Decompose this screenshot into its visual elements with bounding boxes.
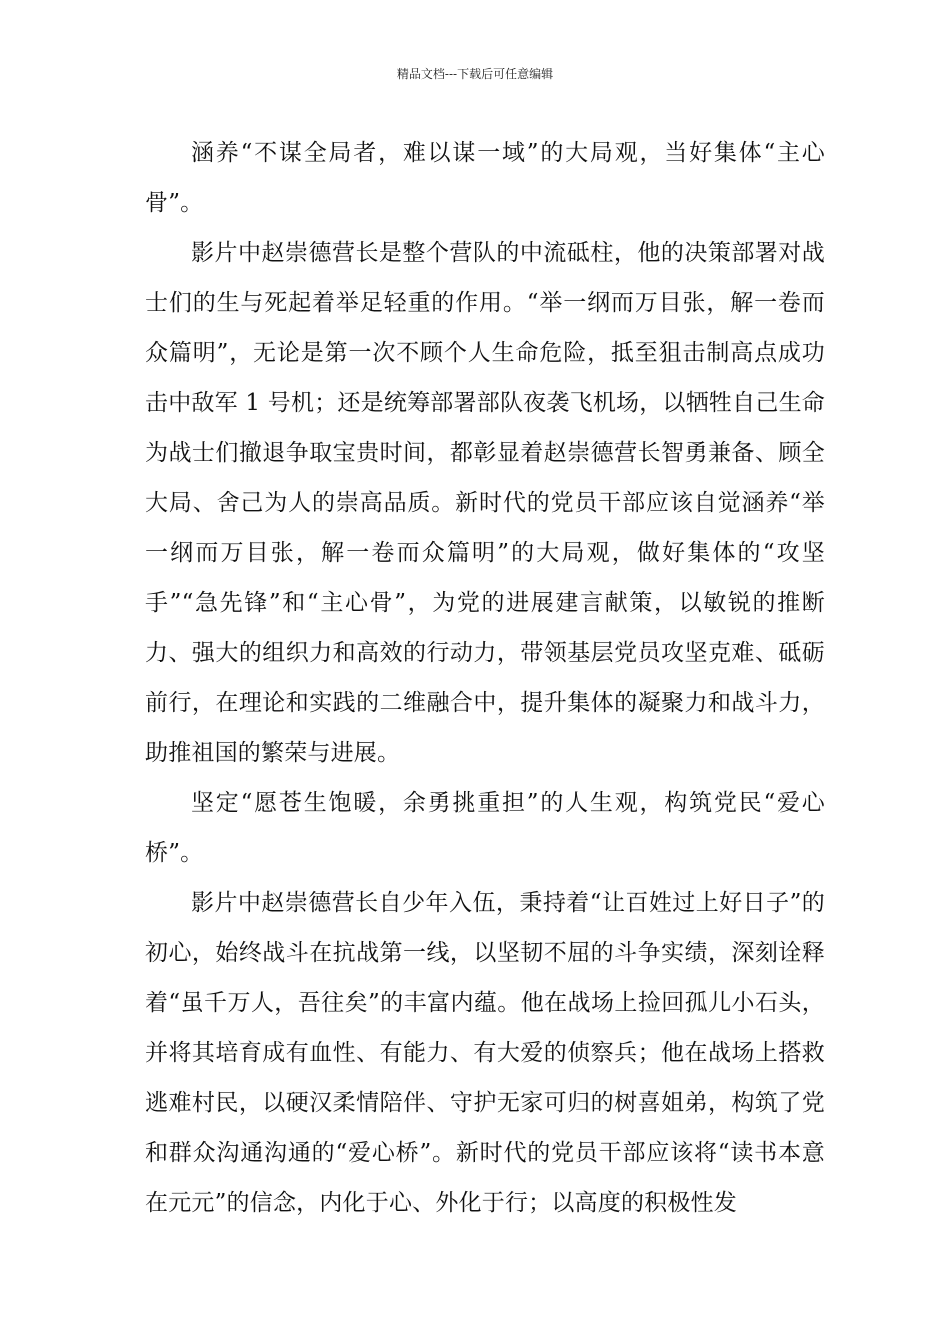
document-body [145,128,825,1228]
paragraph-4: 影片中赵崇德营长自少年入伍，秉持着“让百姓过上好日子”的初心，始终战斗在抗战第一线，以坚韧不屈的斗争实绩，深刻诠释着“虽千万人，吾往矣”的丰富内蕴。他在战场上捡回孤儿小石头，并将其培育成有血性、有能力、有大爱的侦察兵；他在战场上搭救逃难村民，以硬汉柔情陪伴、守护无家可归的树喜姐弟，构筑了党和群众沟通沟通的“爱心桥”。新时代的党员干部应该将“读书本意在元元”的信念，内化于心、外化于行；以高度的积极性发 [145,890,825,1216]
paragraph-2: 影片中赵崇德营长是整个营队的中流砥柱，他的决策部署对战士们的生与死起着举足轻重的作用。“举一纲而万目张，解一卷而众篇明”，无论是第一次不顾个人生命危险，抵至狙击制高点成功击中敌军 1 号机；还是统筹部署部队夜袭飞机场，以牺牲自己生命为战士们撤退争取宝贵时间，都彰显着赵崇德营长智勇兼备、顾全大局、舍己为人的崇高品质。新时代的党员干部应该自觉涵养“举一纲而万目张，解一卷而众篇明”的大局观，做好集体的“攻坚手”“急先锋”和“主心骨”，为党的进展建言献策，以敏锐的推断力、强大的组织力和高效的行动力，带领基层党员攻坚克难、砥砺前行，在理论和实践的二维融合中，提升集体的凝聚力和战斗力，助推祖国的繁荣与进展。 [145,240,825,766]
paragraph-3: 坚定“愿苍生饱暖，余勇挑重担”的人生观，构筑党民“爱心桥”。 [145,790,825,866]
paragraph-1: 涵养“不谋全局者，难以谋一域”的大局观，当好集体“主心骨”。 [145,140,825,216]
page-header: 精品文档---下载后可任意编辑 [396,67,554,81]
